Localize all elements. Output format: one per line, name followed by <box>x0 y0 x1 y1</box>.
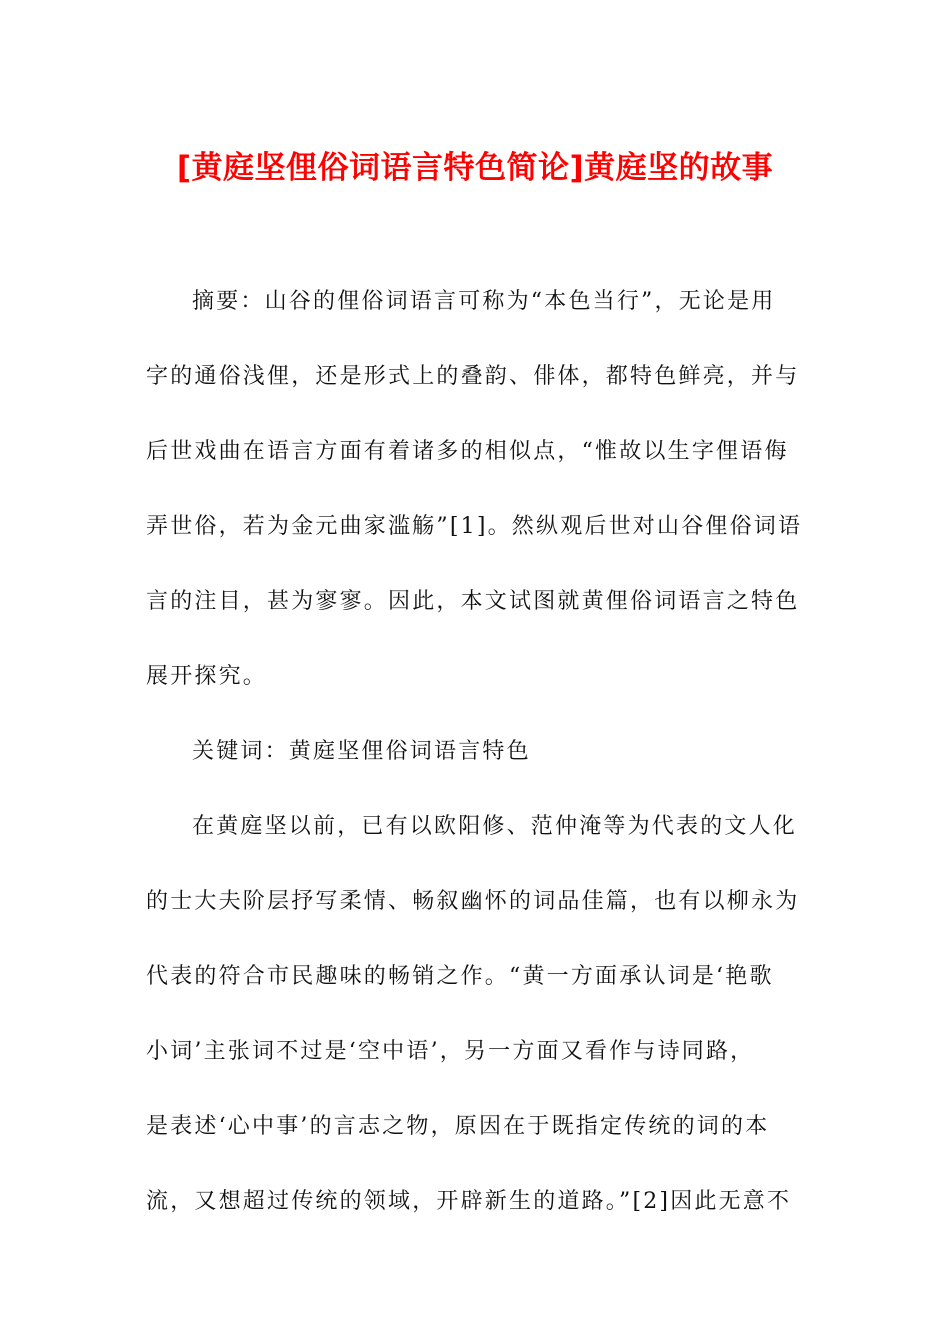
abstract-line-4: 弄世俗，若为金元曲家滥觞”[1]。然纵观后世对山谷俚俗词语 <box>146 514 803 539</box>
paragraph-line-6: 流，又想超过传统的领域，开辟新生的道路。”[2]因此无意不 <box>146 1189 792 1214</box>
paragraph-line-1: 在黄庭坚以前，已有以欧阳修、范仲淹等为代表的文人化 <box>192 814 798 839</box>
paragraph-line-4: 小词’主张词不过是‘空中语’，另一方面又看作与诗同路， <box>146 1039 755 1064</box>
paragraph-line-3: 代表的符合市民趣味的畅销之作。“黄一方面承认词是‘艳歌 <box>146 964 774 989</box>
abstract-line-5: 言的注目，甚为寥寥。因此，本文试图就黄俚俗词语言之特色 <box>146 589 800 614</box>
abstract-line-3: 后世戏曲在语言方面有着诸多的相似点，“惟故以生字俚语侮 <box>146 439 789 464</box>
abstract-line-1: 摘要：山谷的俚俗词语言可称为“本色当行”，无论是用 <box>192 289 776 314</box>
paragraph-line-5: 是表述‘心中事’的言志之物，原因在于既指定传统的词的本 <box>146 1114 770 1139</box>
document-body <box>146 272 806 1247</box>
paragraph-line-2: 的士大夫阶层抒写柔情、畅叙幽怀的词品佳篇，也有以柳永为 <box>146 889 800 914</box>
abstract-line-2: 字的通俗浅俚，还是形式上的叠韵、俳体，都特色鲜亮，并与 <box>146 364 800 389</box>
document-title: [黄庭坚俚俗词语言特色简论]黄庭坚的故事 <box>176 150 774 186</box>
abstract-line-6: 展开探究。 <box>146 664 268 689</box>
keywords-line: 关键词：黄庭坚俚俗词语言特色 <box>192 739 531 764</box>
